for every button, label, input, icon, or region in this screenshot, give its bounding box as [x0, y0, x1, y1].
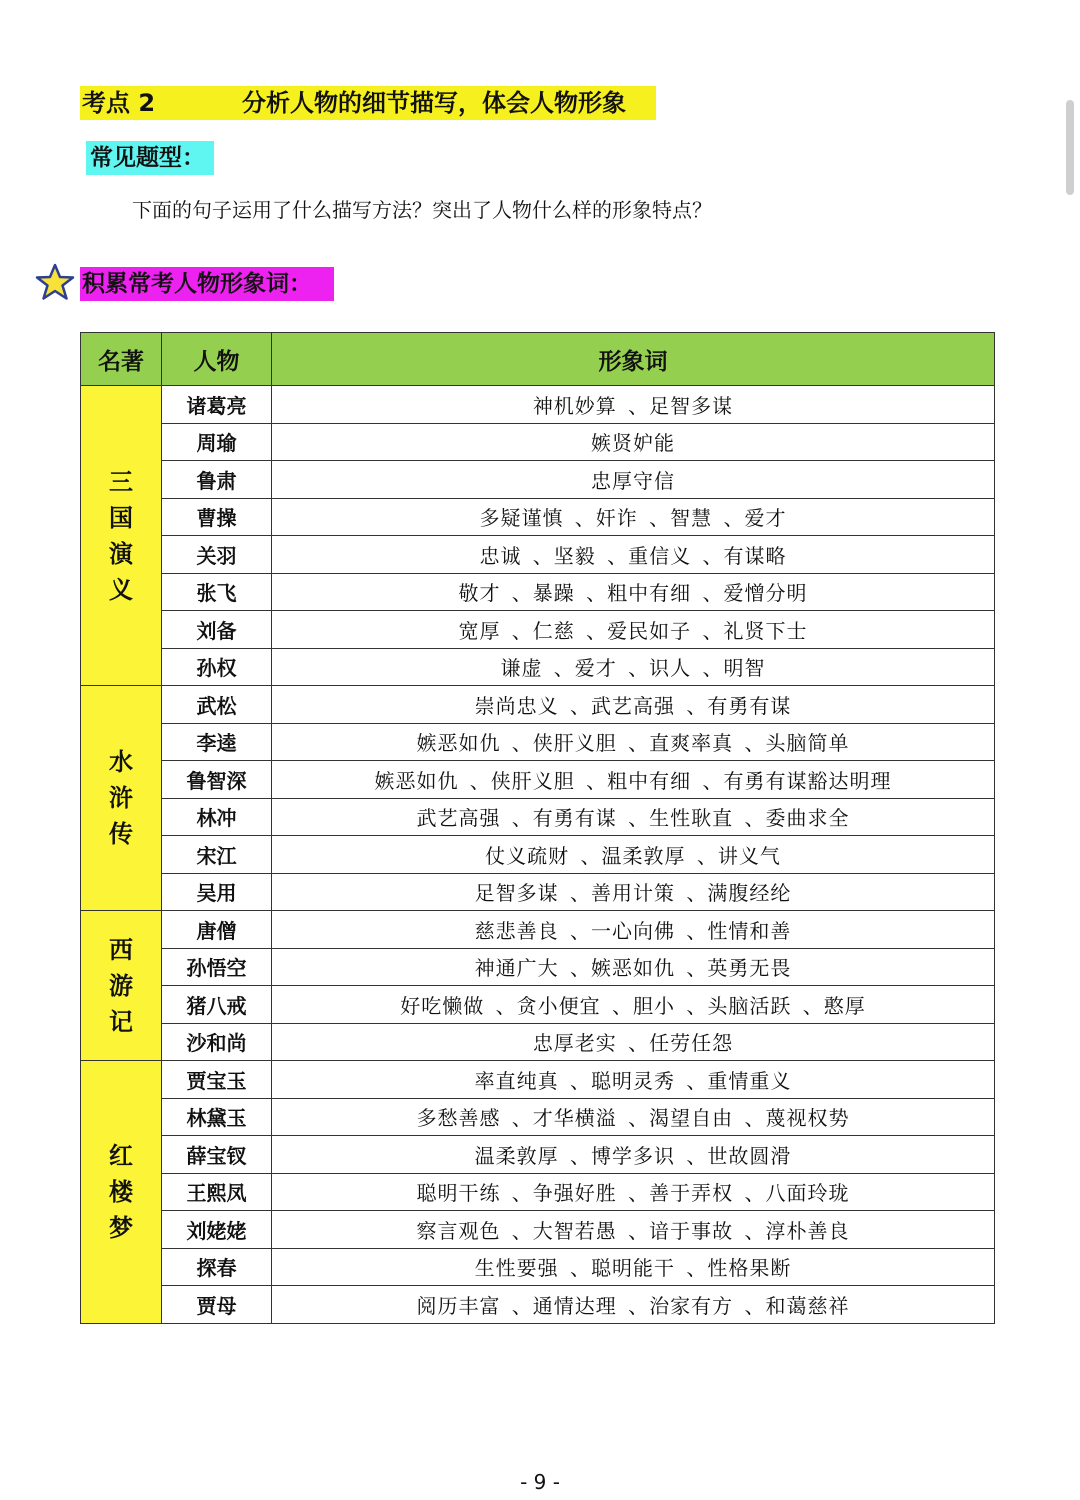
trait-words: 聪明干练 、争强好胜 、善于弄权 、八面玲珑: [272, 1173, 995, 1211]
table-row: [81, 836, 995, 874]
person-name: 薛宝钗: [162, 1136, 272, 1174]
table-row: [81, 423, 995, 461]
heading-title: 分析人物的细节描写，体会人物形象: [242, 89, 626, 117]
book-title: 三国演义: [109, 467, 133, 604]
star-icon: [35, 263, 75, 301]
table-row: [81, 1023, 995, 1061]
table-row: [81, 1248, 995, 1286]
person-name: 孙权: [162, 648, 272, 686]
person-name: 林冲: [162, 798, 272, 836]
person-name: 鲁智深: [162, 761, 272, 799]
scrollbar-thumb[interactable]: [1066, 100, 1074, 195]
book-title: 红楼梦: [109, 1141, 133, 1242]
trait-words: 嫉贤妒能: [272, 423, 995, 461]
book-title-cell: [81, 386, 162, 686]
trait-words: 温柔敦厚 、博学多识 、世故圆滑: [272, 1136, 995, 1174]
table-row: [81, 798, 995, 836]
person-name: 贾宝玉: [162, 1061, 272, 1099]
trait-words: 阅历丰富 、通情达理 、治家有方 、和蔼慈祥: [272, 1286, 995, 1324]
trait-words: 足智多谋 、善用计策 、满腹经纶: [272, 873, 995, 911]
trait-words: 武艺高强 、有勇有谋 、生性耿直 、委曲求全: [272, 798, 995, 836]
table-row: [81, 386, 995, 424]
trait-words: 忠厚老实 、任劳任怨: [272, 1023, 995, 1061]
person-name: 探春: [162, 1248, 272, 1286]
trait-words: 生性要强 、聪明能干 、性格果断: [272, 1248, 995, 1286]
trait-words: 多疑谨慎 、奸诈 、智慧 、爱才: [272, 498, 995, 536]
person-name: 周瑜: [162, 423, 272, 461]
person-name: 鲁肃: [162, 461, 272, 499]
trait-words: 崇尚忠义 、武艺高强 、有勇有谋: [272, 686, 995, 724]
book-title: 水浒传: [109, 748, 133, 848]
person-name: 王熙凤: [162, 1173, 272, 1211]
trait-words: 谦虚 、爱才 、识人 、明智: [272, 648, 995, 686]
trait-words: 察言观色 、大智若愚 、谙于事故 、淳朴善良: [272, 1211, 995, 1249]
table-row: [81, 648, 995, 686]
table-row: [81, 1061, 995, 1099]
person-name: 诸葛亮: [162, 386, 272, 424]
person-name: 武松: [162, 686, 272, 724]
trait-words: 多愁善感 、才华横溢 、渴望自由 、蔑视权势: [272, 1098, 995, 1136]
page-number: - 9 -: [520, 1470, 560, 1494]
table-row: [81, 1286, 995, 1324]
trait-words: 嫉恶如仇 、侠肝义胆 、直爽率真 、头脑简单: [272, 723, 995, 761]
trait-words: 神通广大 、嫉恶如仇 、英勇无畏: [272, 948, 995, 986]
person-name: 沙和尚: [162, 1023, 272, 1061]
trait-words: 宽厚 、仁慈 、爱民如子 、礼贤下士: [272, 611, 995, 649]
person-name: 关羽: [162, 536, 272, 574]
table-row: [81, 1098, 995, 1136]
table-row: [81, 723, 995, 761]
person-name: 李逵: [162, 723, 272, 761]
book-title-cell: [81, 686, 162, 911]
person-name: 林黛玉: [162, 1098, 272, 1136]
table-row: [81, 1136, 995, 1174]
book-title: 西游记: [109, 935, 133, 1036]
table-row: [81, 986, 995, 1024]
trait-words: 神机妙算 、足智多谋: [272, 386, 995, 424]
table-row: [81, 536, 995, 574]
person-name: 吴用: [162, 873, 272, 911]
table-row: [81, 498, 995, 536]
table-row: [81, 1211, 995, 1249]
header-person: 人物: [162, 333, 272, 386]
trait-words: 好吃懒做 、贪小便宜 、胆小 、头脑活跃 、憨厚: [272, 986, 995, 1024]
trait-words: 仗义疏财 、温柔敦厚 、讲义气: [272, 836, 995, 874]
trait-words: 慈悲善良 、一心向佛 、性情和善: [272, 911, 995, 949]
header-words: 形象词: [272, 333, 995, 386]
heading-label: 考点 2: [82, 89, 156, 117]
person-name: 孙悟空: [162, 948, 272, 986]
table-row: [81, 1173, 995, 1211]
accumulate-label: 积累常考人物形象词：: [80, 267, 334, 301]
header-book: 名著: [81, 333, 162, 386]
trait-words: 嫉恶如仇 、侠肝义胆 、粗中有细 、有勇有谋豁达明理: [272, 761, 995, 799]
person-name: 猪八戒: [162, 986, 272, 1024]
question-type-label: 常见题型：: [86, 141, 214, 175]
table-row: [81, 573, 995, 611]
person-name: 刘姥姥: [162, 1211, 272, 1249]
trait-words: 率直纯真 、聪明灵秀 、重情重义: [272, 1061, 995, 1099]
table-row: [81, 461, 995, 499]
table-header-row: [81, 333, 995, 386]
table-row: [81, 611, 995, 649]
character-traits-table: [80, 332, 995, 1324]
table-row: [81, 911, 995, 949]
table-row: [81, 686, 995, 724]
table-row: [81, 761, 995, 799]
person-name: 张飞: [162, 573, 272, 611]
trait-words: 忠厚守信: [272, 461, 995, 499]
person-name: 曹操: [162, 498, 272, 536]
book-title-cell: [81, 1061, 162, 1324]
book-title-cell: [81, 911, 162, 1061]
person-name: 宋江: [162, 836, 272, 874]
section-heading: [80, 86, 656, 120]
question-text: 下面的句子运用了什么描写方法？突出了人物什么样的形象特点？: [132, 198, 712, 222]
trait-words: 忠诚 、坚毅 、重信义 、有谋略: [272, 536, 995, 574]
person-name: 唐僧: [162, 911, 272, 949]
table-row: [81, 873, 995, 911]
person-name: 贾母: [162, 1286, 272, 1324]
person-name: 刘备: [162, 611, 272, 649]
table-row: [81, 948, 995, 986]
trait-words: 敬才 、暴躁 、粗中有细 、爱憎分明: [272, 573, 995, 611]
